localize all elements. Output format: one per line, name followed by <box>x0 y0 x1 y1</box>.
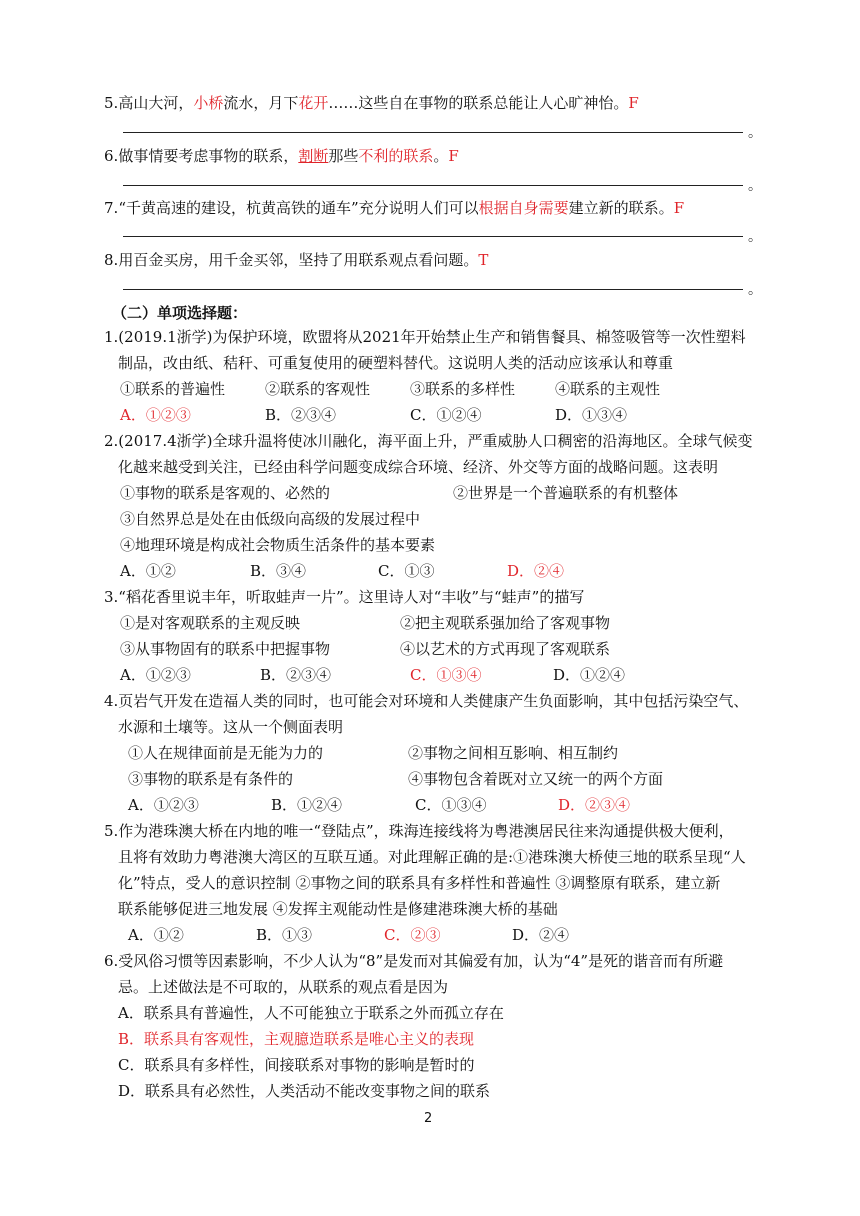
q6-stem: 6.受风俗习惯等因素影响，不少人认为“8”是发而对其偏爱有加，认为“4”是死的谐音而有所避 <box>104 952 724 970</box>
q3-stem: 3.“稻花香里说丰年，听取蛙声一片”。这里诗人对“丰收”与“蛙声”的描写 <box>104 588 585 606</box>
q4-items <box>128 769 748 789</box>
option-a[interactable]: A．①②③ <box>128 796 199 814</box>
option-d[interactable]: D．①③④ <box>555 406 628 424</box>
q4-options <box>128 795 748 815</box>
option-b[interactable]: B．①②④ <box>271 796 343 814</box>
option-d[interactable]: D．②③④ <box>558 796 631 814</box>
question-text: 用百金买房，用千金买邻，坚持了用联系观点看问题。 <box>118 251 479 269</box>
q3-items <box>120 613 740 633</box>
option-a[interactable]: A．联系具有普遍性，人不可能独立于联系之外而孤立存在 <box>118 1004 504 1022</box>
question-number: 7. <box>104 199 119 217</box>
q3-item: ①是对客观联系的主观反映 <box>120 614 301 632</box>
judgment-6 <box>104 146 459 166</box>
option-c[interactable]: C．联系具有多样性，间接联系对事物的影响是暂时的 <box>118 1056 475 1074</box>
question-number: 6. <box>104 147 119 165</box>
q4-item: ③事物的联系是有条件的 <box>128 770 294 788</box>
q5-stem: 联系能够促进三地发展 ④发挥主观能动性是修建港珠澳大桥的基础 <box>118 900 558 918</box>
highlighted-text: 小桥 <box>193 94 224 112</box>
q4-stem: 水源和土壤等。这从一个侧面表明 <box>118 718 344 736</box>
q1-item: ①联系的普遍性 <box>120 380 226 398</box>
q2-options <box>120 561 740 581</box>
q2-item: ③自然界总是处在由低级向高级的发展过程中 <box>120 510 421 528</box>
option-b[interactable]: B．①③ <box>256 926 313 944</box>
option-a[interactable]: A．①②③ <box>120 666 191 684</box>
q1-items <box>120 379 740 399</box>
question-text: 建立新的联系。 <box>568 199 674 217</box>
q2-item: ②世界是一个普遍联系的有机整体 <box>453 484 679 502</box>
option-c[interactable]: C．①③④ <box>415 796 487 814</box>
option-c[interactable]: C．①②④ <box>410 406 482 424</box>
q5-stem: 5.作为港珠澳大桥在内地的唯一“登陆点”，珠海连接线将为粤港澳居民往来沟通提供极大便利， <box>104 822 734 840</box>
highlighted-text: 根据自身需要 <box>478 199 569 217</box>
q5-stem: 化”特点，受人的意识控制 ②事物之间的联系具有多样性和普遍性 ③调整原有联系，建立新 <box>118 874 721 892</box>
option-c[interactable]: C．①③ <box>378 562 435 580</box>
question-number: 8. <box>104 251 119 269</box>
line-end-period: 。 <box>748 282 762 298</box>
q4-item: ①人在规律面前是无能为力的 <box>128 744 324 762</box>
question-number: 5. <box>104 94 119 112</box>
q4-items <box>128 743 748 763</box>
highlighted-text: T <box>478 251 489 269</box>
question-text: 做事情要考虑事物的联系， <box>118 147 299 165</box>
q2-items <box>120 483 740 503</box>
option-a[interactable]: A．①②③ <box>120 406 191 424</box>
judgment-5 <box>104 93 639 113</box>
q3-item: ②把主观联系强加给了客观事物 <box>400 614 611 632</box>
question-text: 。 <box>433 147 449 165</box>
question-text: “千黄高速的建设，杭黄高铁的通车”充分说明人们可以 <box>118 199 479 217</box>
q2-item: ④地理环境是构成社会物质生活条件的基本要素 <box>120 536 436 554</box>
line-end-period: 。 <box>748 178 762 194</box>
q1-item: ②联系的客观性 <box>265 380 371 398</box>
option-a[interactable]: A．①② <box>120 562 176 580</box>
q1-stem: 制品，改由纸、秸秆、可重复使用的硬塑料替代。这说明人类的活动应该承认和尊重 <box>118 354 674 372</box>
option-d[interactable]: D．联系具有必然性，人类活动不能改变事物之间的联系 <box>118 1082 491 1100</box>
option-a[interactable]: A．①② <box>128 926 184 944</box>
highlighted-text: 割断 <box>298 147 329 165</box>
highlighted-text: 不利的联系 <box>358 147 434 165</box>
q2-stem: 2.(2017.4浙学)全球升温将使冰川融化，海平面上升，严重威胁人口稠密的沿海地区。全球气候变 <box>104 432 753 450</box>
line-end-period: 。 <box>748 125 762 141</box>
q1-options <box>120 405 740 425</box>
answer-line <box>123 289 743 290</box>
q1-stem: 1.(2019.1浙学)为保护环境，欧盟将从2021年开始禁止生产和销售餐具、棉签吸管等一次性塑料 <box>104 328 746 346</box>
q4-item: ②事物之间相互影响、相互制约 <box>408 744 619 762</box>
q1-item: ③联系的多样性 <box>410 380 516 398</box>
option-b[interactable]: B．②③④ <box>260 666 332 684</box>
option-d[interactable]: D．②④ <box>512 926 570 944</box>
q5-stem: 且将有效助力粤港澳大湾区的互联互通。对此理解正确的是:①港珠澳大桥使三地的联系呈现“人 <box>118 848 746 866</box>
question-text: 高山大河， <box>118 94 194 112</box>
q3-item: ③从事物固有的联系中把握事物 <box>120 640 331 658</box>
q6-stem: 忌。上述做法是不可取的，从联系的观点看是因为 <box>118 978 449 996</box>
judgment-7 <box>104 198 684 218</box>
highlighted-text: F <box>673 199 685 217</box>
q3-items <box>120 639 740 659</box>
section-title: （二）单项选择题： <box>112 304 248 322</box>
option-b[interactable]: B．联系具有客观性，主观臆造联系是唯心主义的表现 <box>118 1030 475 1048</box>
question-text: 那些 <box>328 147 359 165</box>
question-text: 流水，月下 <box>223 94 299 112</box>
judgment-8 <box>104 250 488 270</box>
highlighted-text: 花开 <box>298 94 329 112</box>
q4-item: ④事物包含着既对立又统一的两个方面 <box>408 770 664 788</box>
q1-item: ④联系的主观性 <box>555 380 661 398</box>
option-c[interactable]: C．②③ <box>384 926 441 944</box>
question-text: ……这些自在事物的联系总能让人心旷神怡。 <box>328 94 629 112</box>
highlighted-text: F <box>628 94 639 112</box>
highlighted-text: F <box>448 147 459 165</box>
answer-line <box>123 185 743 186</box>
q3-options <box>120 665 740 685</box>
option-b[interactable]: B．③④ <box>250 562 307 580</box>
option-d[interactable]: D．①②④ <box>553 666 626 684</box>
option-d[interactable]: D．②④ <box>507 562 565 580</box>
q3-item: ④以艺术的方式再现了客观联系 <box>400 640 611 658</box>
q2-item: ①事物的联系是客观的、必然的 <box>120 484 331 502</box>
q2-stem: 化越来越受到关注，已经由科学问题变成综合环境、经济、外交等方面的战略问题。这表明 <box>118 458 719 476</box>
page-number: 2 <box>424 1111 433 1126</box>
option-b[interactable]: B．②③④ <box>265 406 337 424</box>
answer-line <box>123 132 743 133</box>
line-end-period: 。 <box>748 229 762 245</box>
answer-line <box>123 236 743 237</box>
q5-options <box>128 925 748 945</box>
option-c[interactable]: C．①③④ <box>410 666 482 684</box>
q4-stem: 4.页岩气开发在造福人类的同时，也可能会对环境和人类健康产生负面影响，其中包括污染空气、 <box>104 692 749 710</box>
